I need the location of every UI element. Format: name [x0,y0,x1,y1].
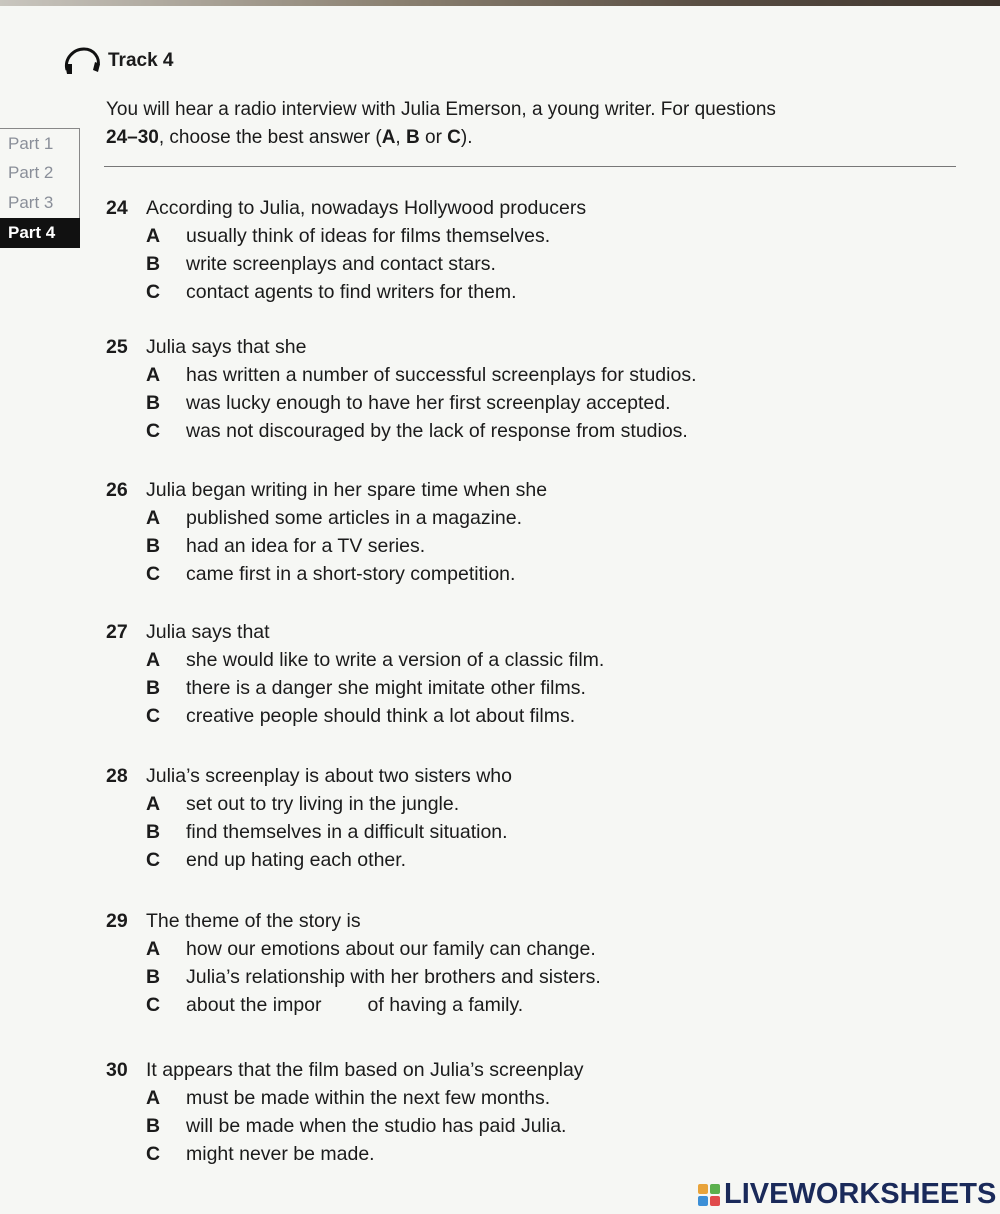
question-stem [106,194,806,222]
question-number: 24 [106,196,128,219]
instructions-end: ). [460,127,473,148]
answer-option-b[interactable] [106,389,806,417]
answer-option-a[interactable] [106,790,806,818]
question-number: 30 [106,1058,128,1081]
question-stem [106,1056,806,1084]
option-text: she would like to write a version of a classic film. [186,648,605,671]
liveworksheets-logo-icon [698,1184,720,1206]
answer-option-a[interactable] [106,646,806,674]
answer-option-c[interactable] [106,846,806,874]
answer-option-a[interactable] [106,504,806,532]
question-text: Julia’s screenplay is about two sisters who [146,764,512,787]
question-range: 24–30 [106,127,159,148]
option-letter: B [146,1114,161,1137]
option-text: has written a number of successful screenplays for studios. [186,363,697,386]
option-text: might never be made. [186,1142,375,1165]
option-text: there is a danger she might imitate other films. [186,676,586,699]
answer-option-c[interactable] [106,560,806,588]
headphones-icon [62,46,102,76]
answer-option-c[interactable] [106,702,806,730]
option-text: usually think of ideas for films themselves. [186,224,551,247]
question-28 [106,762,806,874]
question-text: According to Julia, nowadays Hollywood producers [146,196,587,219]
question-29 [106,907,806,1019]
tab-part-3[interactable]: Part 3 [0,188,80,218]
option-letter: A [146,1086,161,1109]
option-letter: A [146,363,161,386]
instructions-text: , choose the best answer ( [158,127,382,148]
option-text: creative people should think a lot about films. [186,704,576,727]
option-text: was not discouraged by the lack of response from studios. [186,419,688,442]
option-text: came first in a short-story competition. [186,562,516,585]
answer-option-c[interactable] [106,991,806,1019]
option-letter-b: B [405,127,420,148]
question-stem [106,618,806,646]
track-header [62,46,174,76]
tab-part-1[interactable]: Part 1 [0,128,80,158]
option-letter: B [146,534,161,557]
answer-option-b[interactable] [106,532,806,560]
option-text-continued: of having a family. [367,993,524,1016]
answer-option-a[interactable] [106,1084,806,1112]
answer-option-a[interactable] [106,222,806,250]
part-tabs [0,128,80,248]
option-letter-a: A [381,127,396,148]
question-24 [106,194,806,306]
question-text: Julia says that [146,620,270,643]
instructions-line-2 [106,124,936,152]
answer-option-b[interactable] [106,963,806,991]
option-letter: B [146,820,161,843]
option-letter: A [146,937,161,960]
question-stem [106,333,806,361]
question-number: 26 [106,478,128,501]
instructions-line-1: You will hear a radio interview with Julia Emerson, a young writer. For questions [106,99,776,120]
option-text: was lucky enough to have her first screenplay accepted. [186,391,671,414]
answer-option-c[interactable] [106,417,806,445]
option-letter: C [146,419,161,442]
option-letter: C [146,993,161,1016]
question-text: Julia says that she [146,335,307,358]
question-number: 25 [106,335,128,358]
answer-option-b[interactable] [106,1112,806,1140]
option-letter: B [146,676,161,699]
answer-option-c[interactable] [106,1140,806,1168]
answer-option-b[interactable] [106,818,806,846]
option-text: had an idea for a TV series. [186,534,426,557]
option-letter: C [146,1142,161,1165]
answer-option-b[interactable] [106,674,806,702]
option-text: write screenplays and contact stars. [186,252,496,275]
tab-part-2[interactable]: Part 2 [0,158,80,188]
option-letter-c: C [447,127,461,148]
option-text: published some articles in a magazine. [186,506,523,529]
option-text: end up hating each other. [186,848,407,871]
question-text: Julia began writing in her spare time when she [146,478,548,501]
option-letter: A [146,648,161,671]
option-letter: C [146,280,161,303]
question-number: 28 [106,764,128,787]
option-letter: B [146,391,161,414]
answer-option-b[interactable] [106,250,806,278]
question-text: The theme of the story is [146,909,361,932]
question-number: 29 [106,909,128,932]
option-letter: C [146,704,161,727]
track-label: Track 4 [108,50,174,71]
question-stem [106,762,806,790]
option-text: Julia’s relationship with her brothers and sisters. [186,965,601,988]
option-letter: A [146,506,161,529]
option-text: about the impor [186,993,322,1016]
separator: , [395,127,406,148]
option-text: set out to try living in the jungle. [186,792,460,815]
question-27 [106,618,806,730]
question-25 [106,333,806,445]
answer-option-a[interactable] [106,361,806,389]
option-text: must be made within the next few months. [186,1086,551,1109]
option-letter: C [146,848,161,871]
watermark-text: LIVEWORKSHEETS [724,1178,997,1210]
question-26 [106,476,806,588]
option-letter: B [146,252,161,275]
option-letter: A [146,792,161,815]
question-stem [106,476,806,504]
question-30 [106,1056,806,1168]
option-letter: C [146,562,161,585]
separator: or [419,127,448,148]
answer-option-c[interactable] [106,278,806,306]
option-text: contact agents to find writers for them. [186,280,517,303]
liveworksheets-logo [698,1178,996,1211]
question-text: It appears that the film based on Julia’s screenplay [146,1058,584,1081]
option-text: how our emotions about our family can change. [186,937,596,960]
divider [104,166,956,167]
photo-top-edge [0,0,1000,6]
option-letter: B [146,965,161,988]
tab-part-4[interactable]: Part 4 [0,218,80,248]
instructions [106,96,936,152]
question-stem [106,907,806,935]
question-number: 27 [106,620,128,643]
option-text: find themselves in a difficult situation. [186,820,508,843]
answer-option-a[interactable] [106,935,806,963]
option-letter: A [146,224,161,247]
option-text: will be made when the studio has paid Julia. [186,1114,567,1137]
